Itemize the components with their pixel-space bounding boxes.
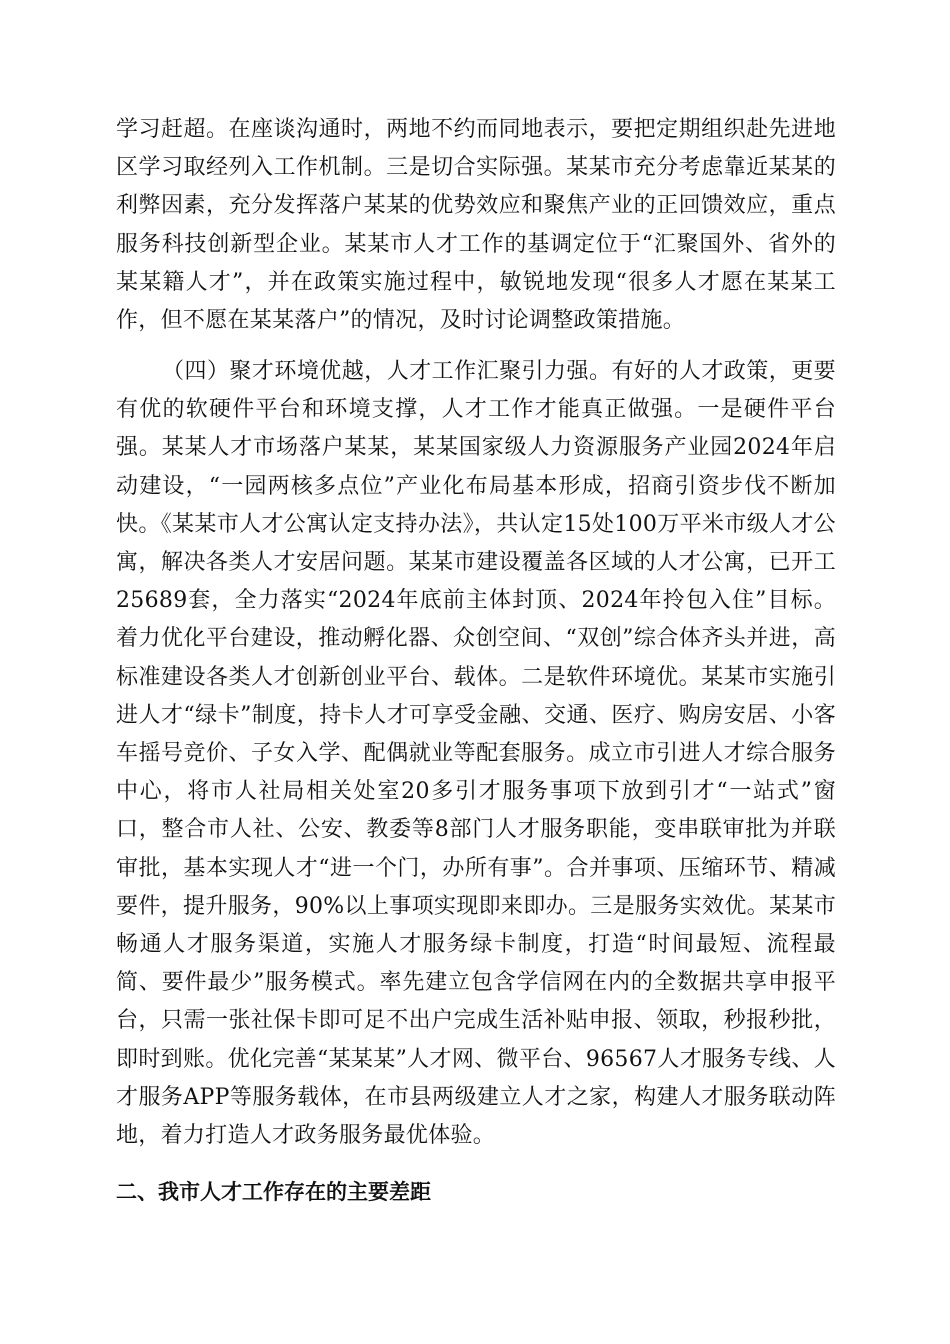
paragraph-talent-environment: （四）聚才环境优越，人才工作汇聚引力强。有好的人才政策，更要有优的软硬件平台和环境支撑，人才工作才能真正做强。一是硬件平台强。某某人才市场落户某某，某某国家级人力资源服务产业园2024年启动建设，“一园两核多点位”产业化布局基本形成，招商引资步伐不断加快。《某某市人才公寓认定支持办法》，共认定15处100万平米市级人才公寓，解决各类人才安居问题。某某市建设覆盖各区域的人才公寓，已开工25689套，全力落实“2024年底前主体封顶、2024年拎包入住”目标。着力优化平台建设，推动孵化器、众创空间、“双创”综合体齐头并进，高标准建设各类人才创新创业平台、载体。二是软件环境优。某某市实施引进人才“绿卡”制度，持卡人才可享受金融、交通、医疗、购房安居、小客车摇号竞价、子女入学、配偶就业等配套服务。成立市引进人才综合服务中心，将市人社局相关处室20多引才服务事项下放到引才“一站式”窗口，整合市人社、公安、教委等8部门人才服务职能，变串联审批为并联审批，基本实现人才“进一个门，办所有事”。合并事项、压缩环节、精减要件，提升服务，90%以上事项实现即来即办。三是服务实效优。某某市畅通人才服务渠道，实施人才服务绿卡制度，打造“时间最短、流程最简、要件最少”服务模式。率先建立包含学信网在内的全数据共享申报平台，只需一张社保卡即可足不出户完成生活补贴申报、领取，秒报秒批，即时到账。优化完善“某某某”人才网、微平台、96567人才服务专线、人才服务APP等服务载体，在市县两级建立人才之家，构建人才服务联动阵地，着力打造人才政务服务最优体验。 <box>116 359 836 1149</box>
section-heading: 二、我市人才工作存在的主要差距 <box>116 1180 431 1204</box>
paragraph-continuation: 学习赶超。在座谈沟通时，两地不约而同地表示，要把定期组织赴先进地区学习取经列入工作机制。三是切合实际强。某某市充分考虑靠近某某的利弊因素，充分发挥落户某某的优势效应和聚焦产业的正回馈效应，重点服务科技创新型企业。某某市人才工作的基调定位于“汇聚国外、省外的某某籍人才”，并在政策实施过程中，敏锐地发现“很多人才愿在某某工作，但不愿在某某落户”的情况，及时讨论调整政策措施。 <box>116 117 836 334</box>
